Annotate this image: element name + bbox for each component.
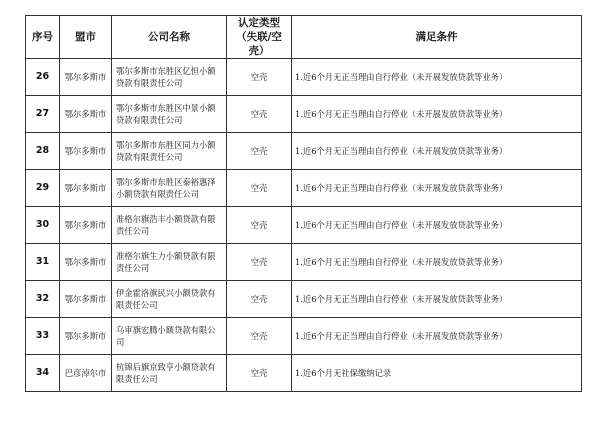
cell-index: 32: [26, 281, 60, 318]
document-sheet: [25, 15, 582, 392]
table-row: [26, 59, 582, 96]
cell-company: 鄂尔多斯市东胜区泰裕惠泽小额贷款有限责任公司: [112, 170, 227, 207]
cell-condition: 1.近6个月无正当理由自行停业（未开展发放贷款等业务）: [292, 281, 582, 318]
table-row: [26, 244, 582, 281]
cell-condition: 1.近6个月无正当理由自行停业（未开展发放贷款等业务）: [292, 318, 582, 355]
cell-condition: 1.近6个月无正当理由自行停业（未开展发放贷款等业务）: [292, 96, 582, 133]
cell-type: 空壳: [227, 318, 292, 355]
table-row: [26, 170, 582, 207]
cell-type: 空壳: [227, 244, 292, 281]
cell-league: 鄂尔多斯市: [60, 318, 112, 355]
table-row: [26, 96, 582, 133]
cell-type: 空壳: [227, 355, 292, 392]
cell-league: 鄂尔多斯市: [60, 281, 112, 318]
cell-company: 杭锦后旗京致亨小额贷款有限责任公司: [112, 355, 227, 392]
cell-type: 空壳: [227, 281, 292, 318]
cell-index: 29: [26, 170, 60, 207]
cell-index: 31: [26, 244, 60, 281]
table-row: [26, 355, 582, 392]
header-league: 盟市: [60, 16, 112, 59]
cell-index: 26: [26, 59, 60, 96]
table-row: [26, 133, 582, 170]
cell-index: 28: [26, 133, 60, 170]
header-index: 序号: [26, 16, 60, 59]
table-row: [26, 281, 582, 318]
header-condition: 满足条件: [292, 16, 582, 59]
cell-company: 准格尔旗生力小额贷款有限责任公司: [112, 244, 227, 281]
cell-condition: 1.近6个月无社保缴纳记录: [292, 355, 582, 392]
cell-league: 鄂尔多斯市: [60, 59, 112, 96]
cell-condition: 1.近6个月无正当理由自行停业（未开展发放贷款等业务）: [292, 207, 582, 244]
table-header-row: [26, 16, 582, 59]
cell-league: 鄂尔多斯市: [60, 96, 112, 133]
cell-index: 27: [26, 96, 60, 133]
cell-league: 鄂尔多斯市: [60, 133, 112, 170]
cell-type: 空壳: [227, 96, 292, 133]
cell-league: 鄂尔多斯市: [60, 170, 112, 207]
cell-company: 准格尔旗浩丰小额贷款有限责任公司: [112, 207, 227, 244]
cell-company: 鄂尔多斯市东胜区中景小额贷款有限责任公司: [112, 96, 227, 133]
cell-index: 34: [26, 355, 60, 392]
cell-league: 鄂尔多斯市: [60, 207, 112, 244]
cell-company: 伊金霍洛旗民兴小额贷款有限责任公司: [112, 281, 227, 318]
cell-league: 巴彦淖尔市: [60, 355, 112, 392]
cell-company: 鄂尔多斯市东胜区亿恒小额贷款有限责任公司: [112, 59, 227, 96]
cell-type: 空壳: [227, 133, 292, 170]
cell-condition: 1.近6个月无正当理由自行停业（未开展发放贷款等业务）: [292, 244, 582, 281]
header-type: 认定类型（失联/空壳）: [227, 16, 292, 59]
cell-condition: 1.近6个月无正当理由自行停业（未开展发放贷款等业务）: [292, 170, 582, 207]
cell-type: 空壳: [227, 207, 292, 244]
cell-index: 30: [26, 207, 60, 244]
cell-condition: 1.近6个月无正当理由自行停业（未开展发放贷款等业务）: [292, 133, 582, 170]
cell-type: 空壳: [227, 170, 292, 207]
cell-company: 乌审旗宏腾小额贷款有限公司: [112, 318, 227, 355]
header-company: 公司名称: [112, 16, 227, 59]
company-table: [25, 15, 582, 392]
cell-condition: 1.近6个月无正当理由自行停业（未开展发放贷款等业务）: [292, 59, 582, 96]
cell-company: 鄂尔多斯市东胜区同力小额贷款有限责任公司: [112, 133, 227, 170]
table-row: [26, 207, 582, 244]
cell-index: 33: [26, 318, 60, 355]
table-row: [26, 318, 582, 355]
cell-league: 鄂尔多斯市: [60, 244, 112, 281]
cell-type: 空壳: [227, 59, 292, 96]
table-body: [26, 59, 582, 392]
